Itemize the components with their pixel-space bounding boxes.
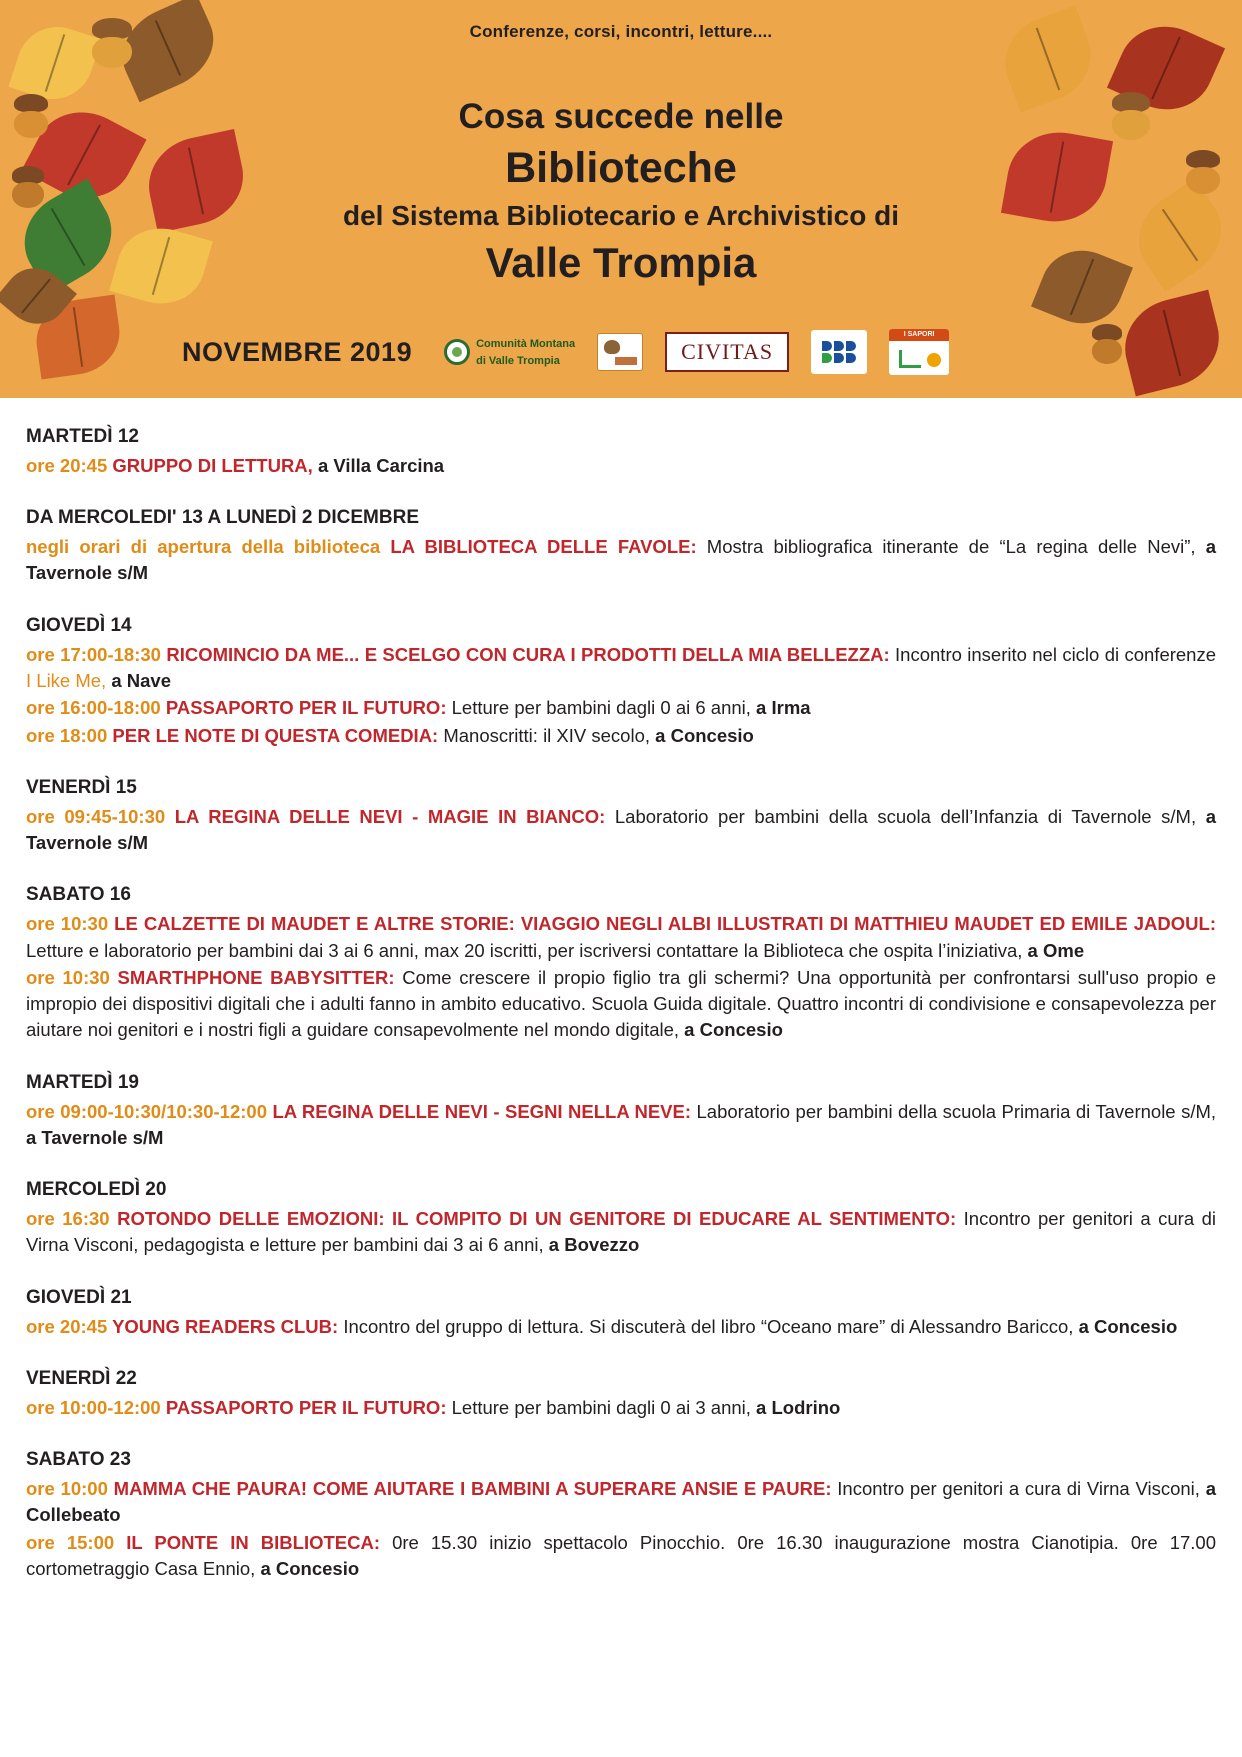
banner-line-4: Valle Trompia: [485, 238, 757, 286]
entry-description: 0re 15.30 inizio spettacolo Pinocchio. 0re 16.30 inaugurazione mostra Cianotipia. 0re 17.00 cortometraggio Casa Ennio,: [26, 1531, 1216, 1579]
schedule-day-heading: MARTEDÌ 12: [26, 426, 139, 447]
logo-comune-crest-icon: [597, 333, 643, 371]
entry-title: RICOMINCIO DA ME... E SCELGO CON CURA I PRODOTTI DELLA MIA BELLEZZA:: [166, 643, 890, 665]
schedule-entry: [26, 534, 1216, 587]
entry-title: ROTONDO DELLE EMOZIONI: IL COMPITO DI UN GENITORE DI EDUCARE AL SENTIMENTO:: [117, 1208, 957, 1230]
schedule-block: [26, 882, 1216, 1043]
header-banner: [0, 0, 1242, 398]
schedule-block: [26, 1285, 1216, 1340]
logo-comunita-montana: [444, 335, 575, 369]
banner-line-1: Cosa succede nelle: [458, 97, 784, 136]
block-spacer: [26, 1263, 1216, 1285]
logo-sapori-icon: [889, 329, 949, 375]
entry-place: a Concesio: [650, 724, 754, 746]
schedule-block: [26, 1070, 1216, 1152]
schedule-block: [26, 1447, 1216, 1582]
entry-place: a Bovezzo: [543, 1234, 640, 1256]
schedule-entry: [26, 1099, 1216, 1152]
entry-place: a Irma: [750, 697, 811, 719]
entry-place: a Tavernole s/M: [26, 536, 1216, 584]
entry-title: PASSAPORTO PER IL FUTURO:: [165, 1396, 447, 1418]
entry-description: Mostra bibliografica itinerante de “La regina delle Nevi”,: [696, 536, 1196, 558]
block-spacer: [26, 753, 1216, 775]
entry-place: a Tavernole s/M: [26, 805, 1216, 853]
schedule-entry: [26, 1314, 1216, 1340]
schedule-block: [26, 505, 1216, 587]
schedule-day-heading: DA MERCOLEDI' 13 A LUNEDÌ 2 DICEMBRE: [26, 507, 419, 529]
banner-line-2: Biblioteche: [505, 143, 737, 192]
logo-cm-line2: di Valle Trompia: [476, 355, 560, 367]
entry-title: MAMMA CHE PAURA! COME AIUTARE I BAMBINI A SUPERARE ANSIE E PAURE:: [113, 1478, 832, 1499]
block-spacer: [26, 860, 1216, 882]
entry-description: Incontro per genitori a cura di Virna Visconi, pedagogista e letture per bambini dai 3 ai 6 anni,: [26, 1208, 1217, 1256]
entry-place: a Concesio: [255, 1557, 360, 1579]
entry-time: ore 17:00-18:30: [26, 643, 167, 665]
schedule-day-heading: SABATO 16: [26, 884, 131, 906]
entry-time: ore 20:45: [26, 1315, 113, 1337]
entry-time: ore 10:00-12:00: [26, 1396, 166, 1418]
entry-time: ore 16:00-18:00: [26, 697, 166, 719]
logo-cm-line1: Comunità Montana: [476, 338, 576, 351]
entry-time: ore 09:45-10:30: [26, 805, 175, 827]
schedule-day-heading: SABATO 23: [26, 1449, 131, 1471]
schedule-block: [26, 613, 1216, 749]
block-spacer: [26, 591, 1216, 613]
banner-line-3: del Sistema Bibliotecario e Archivistico di: [342, 200, 900, 232]
entry-time: ore 18:00: [26, 724, 113, 746]
entry-description: Manoscritti: il XIV secolo,: [438, 724, 651, 746]
entry-description: Laboratorio per bambini della scuola dell’Infanzia di Tavernole s/M,: [605, 805, 1197, 827]
block-spacer: [26, 1048, 1216, 1070]
entry-description: Incontro inserito nel ciclo di conferenze: [889, 643, 1217, 665]
schedule-day-heading: GIOVEDÌ 21: [26, 1286, 132, 1308]
schedule-day-heading: MARTEDÌ 19: [26, 1071, 139, 1093]
schedule-entry: [26, 695, 1216, 721]
entry-place: a Collebeato: [26, 1478, 1216, 1526]
logo-sapori-label: I SAPORI: [889, 329, 949, 341]
entry-time: ore 15:00: [26, 1531, 127, 1553]
schedule-entry: [26, 804, 1216, 857]
entry-title: GRUPPO DI LETTURA,: [112, 454, 313, 476]
schedule-entry: [26, 453, 1216, 479]
banner-footer: [0, 322, 1242, 382]
schedule-entry: [26, 723, 1216, 749]
banner-title-group: [0, 95, 1242, 289]
entry-title: PASSAPORTO PER IL FUTURO:: [165, 697, 447, 719]
entry-description: Come crescere il propio figlio tra gli schermi? Una opportunità per confrontarsi sull'uso propio e impropio dei dispositivi digitali che i adulti fanno in ambito educativo. Scuola Guida digitale. Quattro incontri di condivisione e consapevolezza per aiutare noi genitori e i nostri figli a guidare consapevolmente nel mondo digitale,: [26, 966, 1217, 1041]
block-spacer: [26, 1344, 1216, 1366]
entry-time: ore 10:00: [26, 1478, 114, 1499]
entry-description: Laboratorio per bambini della scuola Primaria di Tavernole s/M,: [691, 1100, 1217, 1122]
entry-time: ore 16:30: [26, 1208, 118, 1230]
schedule-block: [26, 424, 1216, 479]
schedule-list: [0, 398, 1242, 1626]
entry-place: a Lodrino: [750, 1396, 841, 1418]
month-label: NOVEMBRE 2019: [182, 336, 413, 367]
entry-title: LA BIBLIOTECA DELLE FAVOLE:: [390, 536, 697, 558]
block-spacer: [26, 1425, 1216, 1447]
entry-place: a Tavernole s/M: [26, 1126, 164, 1148]
schedule-entry: [26, 1395, 1216, 1421]
schedule-day-heading: MERCOLEDÌ 20: [26, 1179, 167, 1201]
entry-time: ore 10:30: [26, 913, 115, 935]
entry-place: a Nave: [106, 669, 171, 691]
schedule-entry: [26, 642, 1216, 695]
logo-civitas: CIVITAS: [665, 332, 789, 372]
schedule-day-heading: VENERDÌ 22: [26, 1367, 137, 1389]
entry-description: Letture per bambini dagli 0 ai 3 anni,: [446, 1396, 751, 1418]
logo-strip: [444, 329, 949, 375]
entry-title: IL PONTE IN BIBLIOTECA:: [126, 1531, 381, 1553]
entry-title: SMARTHPHONE BABYSITTER:: [117, 966, 395, 988]
entry-title: LA REGINA DELLE NEVI - SEGNI NELLA NEVE:: [272, 1100, 692, 1122]
entry-description-highlight: I Like Me,: [26, 669, 107, 691]
entry-title: PER LE NOTE DI QUESTA COMEDIA:: [112, 724, 439, 746]
entry-time: ore 20:45: [26, 454, 113, 476]
logo-biblioteche-brescia-icon: [811, 330, 867, 374]
schedule-block: [26, 1177, 1216, 1259]
schedule-day-heading: VENERDÌ 15: [26, 776, 137, 798]
entry-description: Incontro del gruppo di lettura. Si discuterà del libro “Oceano mare” di Alessandro Baricco,: [338, 1315, 1074, 1337]
block-spacer: [26, 1155, 1216, 1177]
schedule-entry: [26, 1530, 1216, 1583]
entry-time: ore 09:00-10:30/10:30-12:00: [26, 1100, 273, 1122]
entry-place: a Concesio: [679, 1019, 783, 1041]
entry-place: a Concesio: [1073, 1315, 1178, 1337]
entry-place: a Ome: [1022, 939, 1085, 961]
block-spacer: [26, 483, 1216, 505]
schedule-entry: [26, 965, 1216, 1044]
schedule-entry: [26, 1206, 1216, 1259]
schedule-day-heading: GIOVEDÌ 14: [26, 614, 132, 636]
entry-description: Letture per bambini dagli 0 ai 6 anni,: [446, 697, 751, 719]
schedule-block: [26, 775, 1216, 857]
banner-top-note: Conferenze, corsi, incontri, letture....: [469, 22, 773, 41]
entry-description: Incontro per genitori a cura di Virna Visconi,: [831, 1478, 1200, 1499]
entry-place: a Villa Carcina: [312, 454, 445, 476]
schedule-entry: [26, 911, 1216, 964]
entry-time: negli orari di apertura della biblioteca: [26, 536, 391, 558]
entry-description: Letture e laboratorio per bambini dai 3 ai 6 anni, max 20 iscritti, per iscriversi contattare la Biblioteca che ospita l’iniziativa,: [26, 939, 1023, 961]
schedule-block: [26, 1366, 1216, 1421]
comunita-montana-emblem-icon: [444, 339, 470, 365]
entry-title: LE CALZETTE DI MAUDET E ALTRE STORIE: VIAGGIO NEGLI ALBI ILLUSTRATI DI MATTHIEU MAUDET ED EMILE JADOUL:: [114, 913, 1216, 935]
schedule-entry: [26, 1476, 1216, 1529]
entry-time: ore 10:30: [26, 966, 118, 988]
entry-title: LA REGINA DELLE NEVI - MAGIE IN BIANCO:: [174, 805, 606, 827]
entry-title: YOUNG READERS CLUB:: [112, 1315, 339, 1337]
